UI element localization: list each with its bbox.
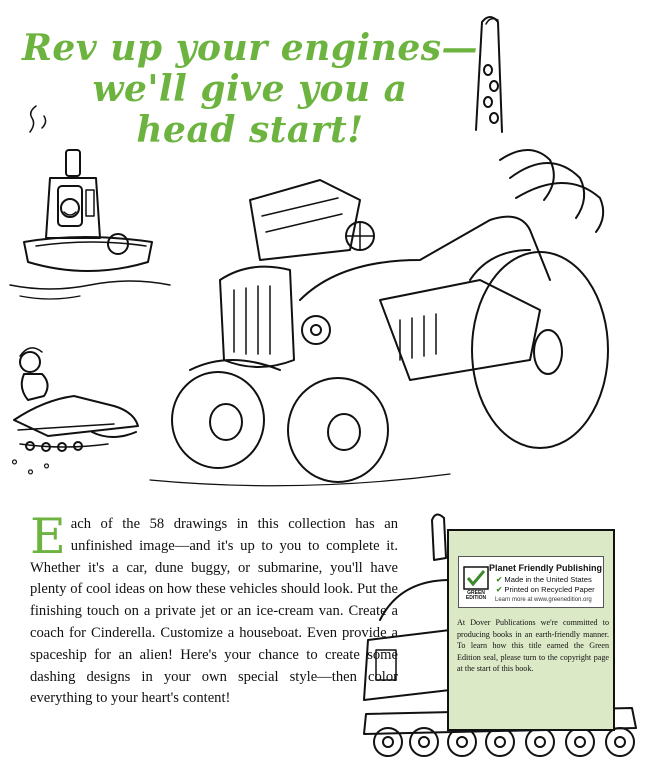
seal-item-text: Made in the United States: [504, 575, 592, 584]
seal-item-recycled: [496, 585, 595, 594]
snowmobile-illustration: [12, 348, 138, 474]
green-edition-seal-box: [458, 556, 604, 608]
check-icon: ✔: [496, 585, 503, 594]
green-edition-statement: At Dover Publications we're committed to producing books in an earth-friendly manner. To learn how this title earned the Green Edition seal, please turn to the copyright page at the start of this book.: [457, 618, 609, 674]
drop-cap: E: [30, 508, 66, 565]
headline-line-2: we'll give you a: [92, 68, 408, 110]
seal-item-text: Printed on Recycled Paper: [504, 585, 595, 594]
green-edition-panel: [447, 529, 615, 731]
seal-item-made-in-us: [496, 575, 592, 584]
seal-text-green: GREEN: [467, 590, 485, 596]
planet-friendly-title: Planet Friendly Publishing: [488, 563, 602, 573]
check-icon: ✔: [496, 575, 503, 584]
learn-more-text: Learn more at www.greenedition.org: [495, 597, 592, 603]
headline-line-1: Rev up your engines—: [21, 27, 479, 69]
intro-text: ach of the 58 drawings in this collection has an unfinished image—and it's up to you to complete it. Whether it's a car, dune buggy, or submarine, you'll have plenty of cool ideas on how these vehicles should look. Put the finishing touch on a private jet or an ice-cream van. Create a coach for Cinderella. Customize a houseboat. Even provide a spaceship for an alien! Here's your chance to create some dashing designs in your own special style—then color everything to your heart's content!: [30, 516, 398, 707]
headline: [15, 28, 485, 151]
headline-line-3: head start!: [136, 109, 364, 151]
intro-paragraph: [30, 508, 398, 710]
seal-text-edition: EDITION: [465, 595, 487, 600]
